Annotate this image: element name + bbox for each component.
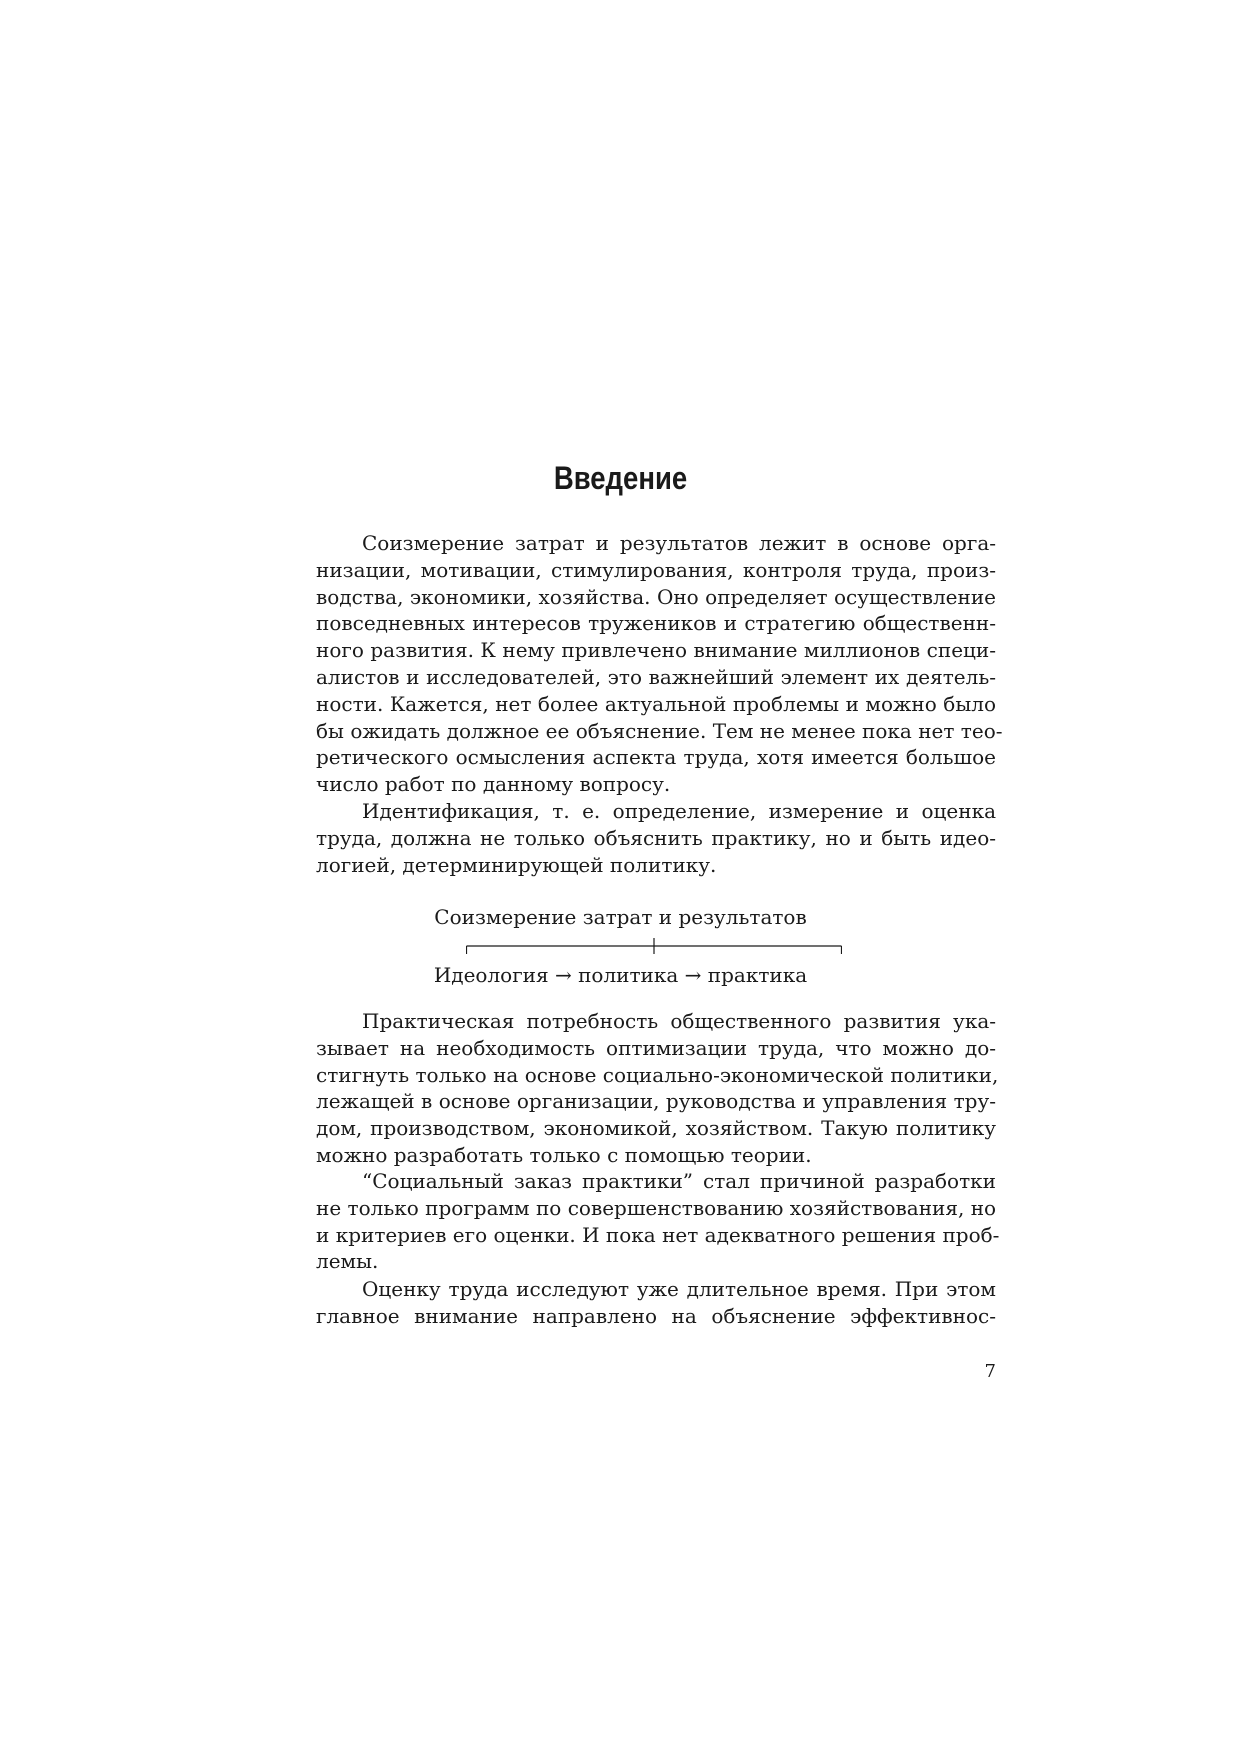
text-line: лемы. <box>316 1249 379 1274</box>
text-line: Соизмерение затрат и результатов лежит в основе орга- <box>362 531 996 555</box>
text-line: Практическая потребность общественного развития ука- <box>362 1009 996 1033</box>
text-line: ного развития. К нему привлечено внимание миллионов специ- <box>316 638 996 663</box>
text-line: зывает на необходимость оптимизации труда, что можно до- <box>316 1035 996 1060</box>
text-line: логией, детерминирующей политику. <box>316 852 717 877</box>
text-line: и критериев его оценки. И пока нет адекватного решения проб- <box>316 1222 1000 1247</box>
scheme-bottom-label: Идеология → политика → практика <box>433 963 808 987</box>
text-line: ретического осмысления аспекта труда, хотя имеется большое <box>316 745 996 770</box>
text-line: главное внимание направлено на объяснение эффективнос- <box>316 1303 996 1328</box>
text-line: алистов и исследователей, это важнейший элемент их деятель- <box>316 664 996 689</box>
text-line: бы ожидать должное ее объяснение. Тем не менее пока нет тео- <box>316 718 1003 743</box>
paragraph-5 <box>316 1276 996 1330</box>
text-line: повседневных интересов тружеников и стратегию общественн- <box>316 611 996 636</box>
text-line: труда, должна не только объяснить практику, но и быть идео- <box>316 825 996 850</box>
text-line: число работ по данному вопросу. <box>316 772 671 797</box>
text-line: Идентификация, т. е. определение, измерение и оценка <box>362 799 996 823</box>
text-line: низации, мотивации, стимулирования, контроля труда, произ- <box>316 557 996 582</box>
paragraph-3 <box>316 1008 999 1169</box>
text-line: стигнуть только на основе социально-экономической политики, <box>316 1062 999 1087</box>
text-line: дом, производством, экономикой, хозяйством. Такую политику <box>316 1116 996 1141</box>
text-line: не только программ по совершенствованию хозяйствования, но <box>316 1195 997 1220</box>
text-line: “Социальный заказ практики” стал причиной разработки <box>362 1169 996 1193</box>
scheme-top-label: Соизмерение затрат и результатов <box>434 905 807 929</box>
paragraph-4 <box>316 1168 1000 1275</box>
section-heading: Введение <box>553 460 688 496</box>
scheme-bracket <box>466 938 842 954</box>
paragraph-2 <box>316 798 996 878</box>
text-line: Оценку труда исследуют уже длительное время. При этом <box>362 1277 996 1301</box>
page-number: 7 <box>984 1361 996 1382</box>
text-line: водства, экономики, хозяйства. Оно определяет осуществление <box>316 584 996 609</box>
text-line: ности. Кажется, нет более актуальной проблемы и можно было <box>316 691 996 716</box>
text-line: лежащей в основе организации, руководства и управления тру- <box>316 1089 996 1114</box>
paragraph-1 <box>316 530 1003 798</box>
text-line: можно разработать только с помощью теории. <box>316 1142 812 1167</box>
